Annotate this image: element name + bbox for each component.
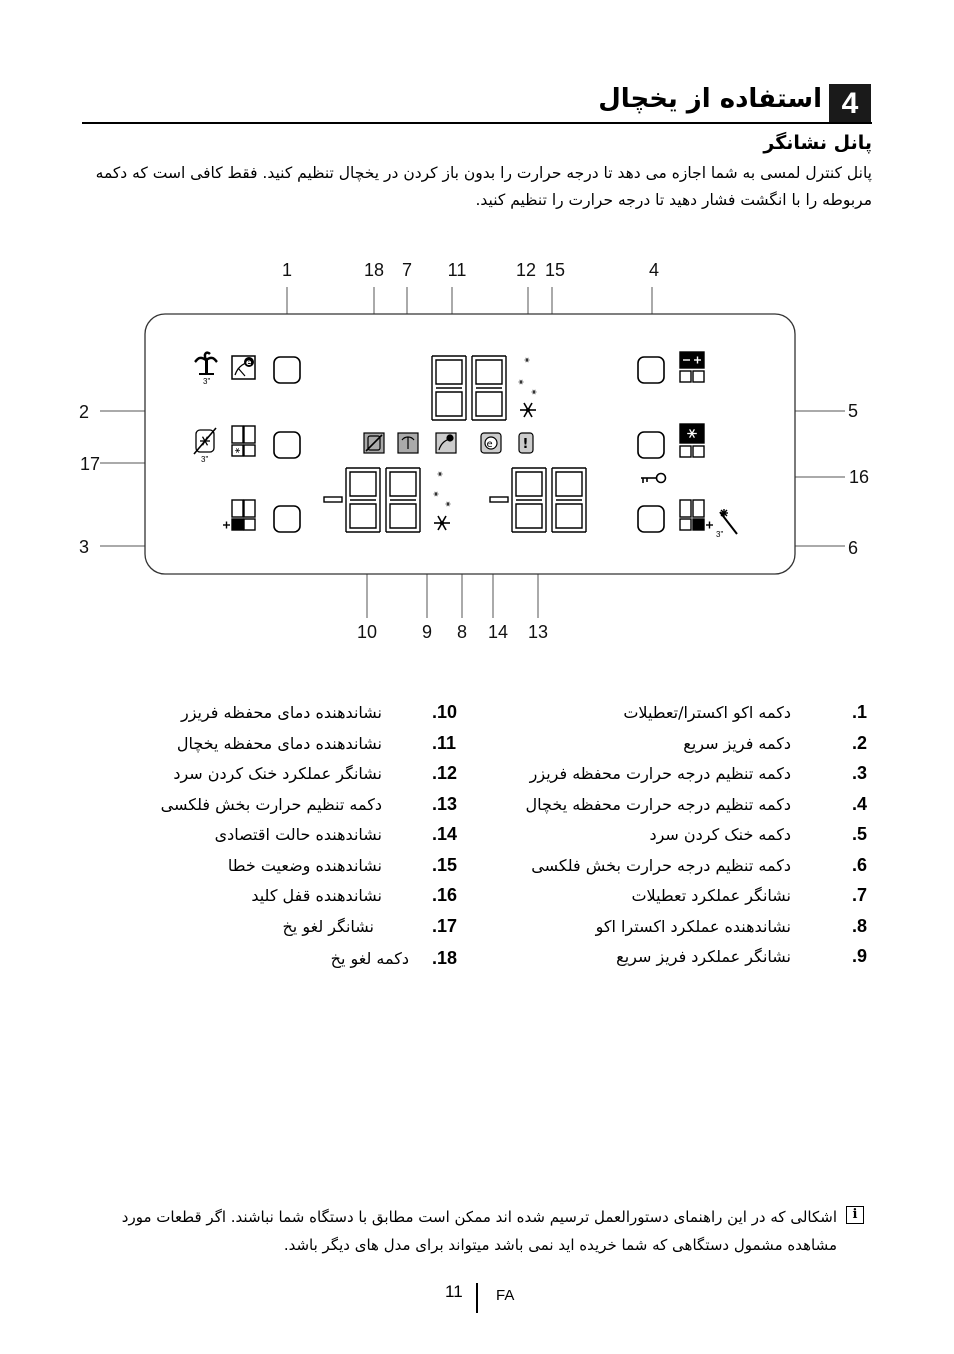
section-title: پانل نشانگر — [763, 132, 872, 154]
economy-mode-indicator — [481, 433, 501, 453]
vacation-indicator — [398, 433, 418, 453]
fridge-temp-button — [638, 357, 664, 383]
callout-10: 10 — [356, 622, 378, 642]
callout-18: 18 — [363, 260, 385, 280]
legend-text: دکمه تنظیم درجه حرارت بخش فلکسی — [531, 856, 791, 875]
callout-9: 9 — [421, 622, 433, 642]
callout-13: 13 — [527, 622, 549, 642]
eco-extra-icon — [232, 356, 255, 379]
fast-freeze-button — [274, 432, 300, 458]
legend-text: دکمه اکو اکسترا/تعطیلات — [623, 703, 791, 722]
legend-text: نشاندهنده دمای محفظه فریزر — [180, 703, 382, 722]
chapter-title: استفاده از یخچال — [598, 84, 822, 114]
legend-text: نشانگر لغو یخ — [282, 917, 374, 936]
legend-num: .14 — [432, 824, 458, 844]
legend-text: نشانگر عملکرد تعطیلات — [631, 886, 791, 905]
callout-8: 8 — [456, 622, 468, 642]
info-icon: i — [846, 1206, 864, 1224]
legend-text: دکمه فریز سریع — [683, 734, 791, 753]
flexi-temp-button — [638, 506, 664, 532]
legend-num: .7 — [852, 885, 868, 905]
eco-extra-indicator — [436, 433, 456, 453]
eco-extra-vacation-button — [274, 357, 300, 383]
legend-text: نشاندهنده حالت اقتصادی — [214, 825, 382, 844]
legend-num: .4 — [852, 794, 868, 814]
defrost-indicator — [364, 433, 384, 453]
svg-text:3": 3" — [203, 377, 211, 386]
legend-num: .2 — [852, 733, 868, 753]
callout-11: 11 — [447, 260, 467, 280]
callout-5: 5 — [847, 401, 859, 421]
svg-text:!: ! — [522, 437, 529, 452]
legend-num: .3 — [852, 763, 868, 783]
svg-text:3": 3" — [201, 455, 209, 464]
svg-text:3": 3" — [716, 530, 724, 539]
legend-num: .10 — [432, 702, 458, 722]
page-language: FA — [496, 1287, 515, 1304]
legend-text: نشاندهنده عملکرد اکسترا اکو — [595, 917, 791, 936]
legend-num: .11 — [432, 733, 457, 753]
legend-text: دکمه خنک کردن سرد — [649, 825, 791, 844]
svg-text:e: e — [486, 439, 493, 450]
legend-text: نشانگر عملکرد خنک کردن سرد — [173, 764, 382, 783]
freezer-temp-button — [274, 506, 300, 532]
callout-16: 16 — [848, 467, 870, 487]
legend-num: .1 — [852, 702, 868, 722]
legend-text: دکمه تنظیم حرارت بخش فلکسی — [160, 795, 382, 814]
legend-num: .15 — [432, 855, 458, 875]
callout-15: 15 — [544, 260, 566, 280]
legend-num: .17 — [432, 916, 458, 936]
callout-1: 1 — [281, 260, 293, 280]
legend-num: .6 — [852, 855, 868, 875]
quick-cool-button — [638, 432, 664, 458]
legend-text: نشانگر عملکرد فریز سریع — [616, 947, 791, 966]
legend-text: نشاندهنده وضعیت خطا — [227, 856, 382, 875]
callout-2: 2 — [78, 402, 90, 422]
chapter-number: 4 — [829, 84, 871, 124]
callout-3: 3 — [78, 537, 90, 557]
callout-12: 12 — [515, 260, 537, 280]
legend-text: دکمه تنظیم درجه حرارت محفظه فریزر — [529, 764, 791, 783]
legend-num: .16 — [432, 885, 458, 905]
legend-num: .12 — [432, 763, 458, 783]
legend-num: .8 — [852, 916, 868, 936]
freezer-compartment-icon — [232, 426, 255, 456]
legend-num: .9 — [852, 946, 868, 966]
legend-text: دکمه تنظیم درجه حرارت محفظه یخچال — [525, 795, 791, 814]
note-paragraph: اشکالی که در این راهنمای دستورالعمل ترسیم شده اند ممکن است مطابق با دستگاه شما نباشند. اگر قطعات مورد مشاهده مشمول دستگاهی که شما خریده اید نمی باشد میتواند برای مدل های دیگر باشد. — [121, 1208, 837, 1254]
intro-paragraph: پانل کنترل لمسی به شما اجازه می دهد تا درجه حرارت را بدون باز کردن در یخچال تنظیم کنید. فقط کافی است که دکمه مربوطه را با انگشت فشار دهید تا درجه حرارت را تنظیم کنید. — [95, 164, 872, 209]
callout-4: 4 — [648, 260, 660, 280]
footer-divider — [476, 1283, 478, 1313]
legend-num: .13 — [432, 794, 458, 814]
page-number: 11 — [445, 1282, 463, 1301]
callout-6: 6 — [847, 538, 859, 558]
legend-text: نشاندهنده قفل کلید — [251, 886, 382, 905]
svg-text:e: e — [246, 358, 252, 367]
legend-text: نشاندهنده دمای محفظه یخچال — [176, 734, 382, 753]
legend-num: .18 — [432, 948, 458, 968]
callout-7: 7 — [401, 260, 413, 280]
error-indicator — [519, 433, 533, 453]
callout-14: 14 — [487, 622, 509, 642]
callout-17: 17 — [79, 454, 101, 474]
legend-num: .5 — [852, 824, 868, 844]
legend-text: دکمه لغو یخ — [330, 949, 409, 968]
